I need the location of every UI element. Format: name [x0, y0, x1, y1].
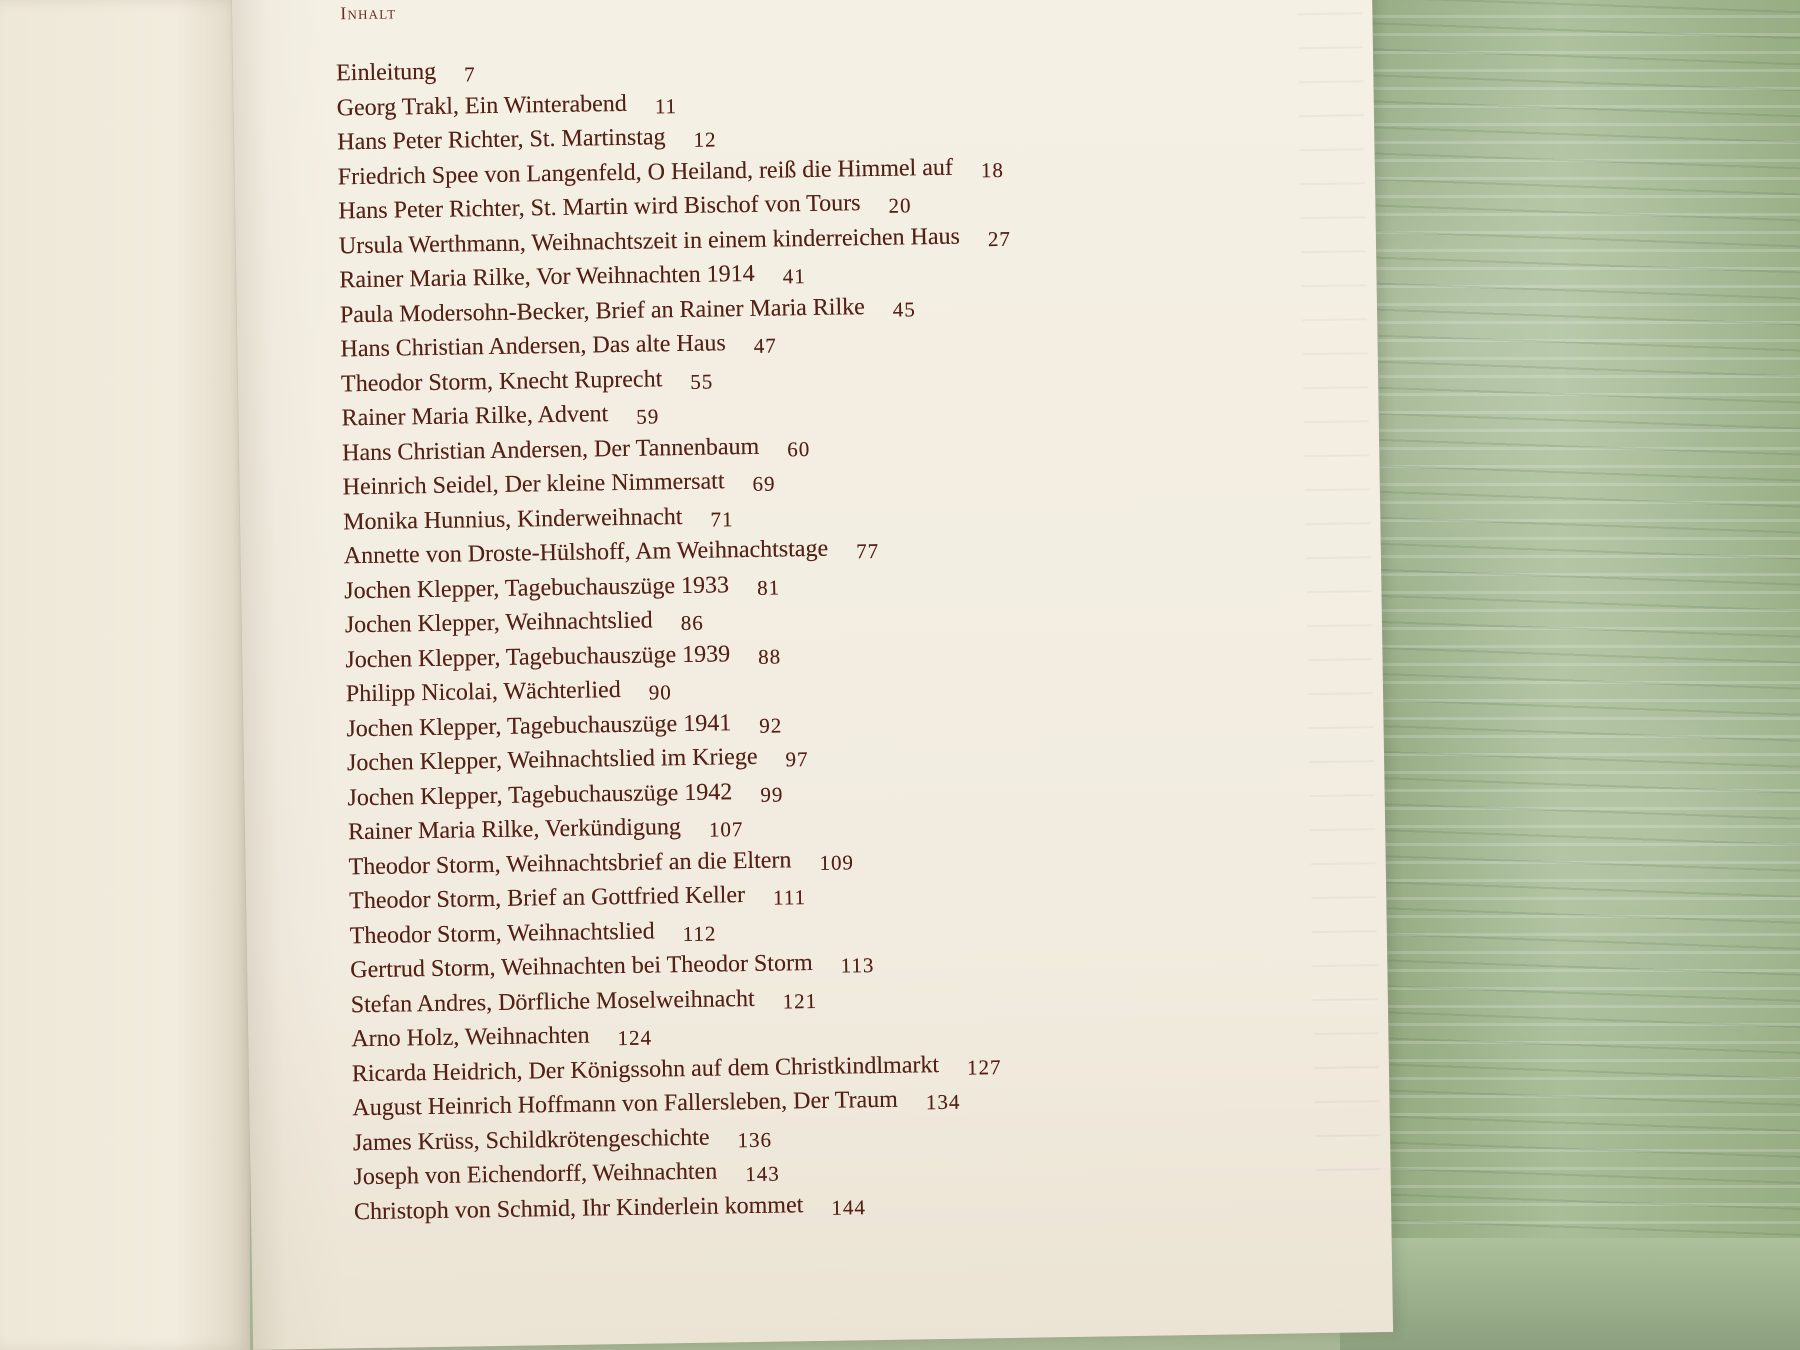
entry-title: Theodor Storm, Weihnachtslied	[349, 917, 655, 949]
entry-title: James Krüss, Schildkrötengeschichte	[352, 1124, 710, 1156]
entry-page: 81	[756, 574, 781, 600]
entry-page: 77	[855, 538, 880, 564]
entry-page: 109	[819, 849, 855, 875]
entry-title: Jochen Klepper, Tagebuchauszüge 1939	[345, 640, 731, 673]
entry-page: 99	[760, 781, 784, 807]
entry-page: 113	[840, 953, 875, 978]
entry-page: 112	[682, 921, 717, 946]
entry-page: 12	[693, 127, 717, 152]
entry-page: 27	[987, 226, 1012, 251]
contents-page	[232, 0, 1393, 1350]
entry-page: 59	[636, 404, 660, 429]
entry-page: 107	[708, 817, 744, 842]
entry-title: Heinrich Seidel, Der kleine Nimmersatt	[342, 468, 725, 501]
entry-page: 90	[648, 680, 672, 705]
entry-title: Jochen Klepper, Weihnachtslied	[344, 607, 653, 639]
entry-title: Ursula Werthmann, Weihnachtszeit in einem kinderreichen Haus	[338, 223, 961, 259]
entry-title: Christoph von Schmid, Ihr Kinderlein kommet	[353, 1191, 804, 1225]
entry-page: 45	[892, 296, 916, 322]
entry-title: Hans Christian Andersen, Der Tannenbaum	[341, 433, 760, 466]
entry-title: Ricarda Heidrich, Der Königssohn auf dem Christkindlmarkt	[351, 1051, 940, 1087]
entry-title: Rainer Maria Rilke, Verkündigung	[347, 814, 682, 846]
entry-title: Stefan Andres, Dörfliche Moselweihnacht	[350, 985, 755, 1018]
entry-page: 144	[831, 1194, 867, 1220]
entry-page: 111	[772, 885, 807, 910]
entry-page: 20	[888, 193, 912, 218]
entry-page: 69	[752, 471, 776, 496]
entry-title: Jochen Klepper, Tagebuchauszüge 1941	[346, 709, 732, 742]
entry-title: Hans Peter Richter, St. Martinstag	[337, 124, 666, 156]
table-of-contents	[336, 41, 1334, 1229]
entry-title: Einleitung	[335, 58, 437, 87]
entry-page: 88	[757, 643, 782, 669]
entry-page: 47	[753, 333, 777, 358]
entry-title: Hans Christian Andersen, Das alte Haus	[340, 330, 726, 363]
entry-title: Jochen Klepper, Weihnachtslied im Kriege	[346, 743, 758, 777]
entry-page: 127	[966, 1054, 1002, 1080]
entry-title: Rainer Maria Rilke, Advent	[341, 401, 609, 432]
entry-page: 60	[787, 436, 811, 461]
entry-title: Theodor Storm, Weihnachtsbrief an die Eltern	[348, 846, 792, 880]
entry-page: 124	[617, 1025, 653, 1051]
entry-title: Rainer Maria Rilke, Vor Weihnachten 1914	[339, 260, 755, 294]
entry-page: 97	[785, 747, 809, 772]
entry-title: Theodor Storm, Knecht Ruprecht	[340, 365, 663, 397]
entry-title: Arno Holz, Weihnachten	[351, 1022, 590, 1053]
green-surface-bottom	[1340, 1238, 1800, 1350]
entry-page: 11	[654, 93, 678, 118]
entry-page: 136	[737, 1127, 773, 1152]
entry-page: 18	[980, 157, 1005, 182]
entry-title: August Heinrich Hoffmann von Fallersleben, Der Traum	[352, 1086, 899, 1122]
green-textured-wall	[1340, 0, 1800, 1350]
entry-page: 71	[710, 506, 734, 532]
entry-page: 86	[680, 610, 704, 636]
entry-title: Gertrud Storm, Weihnachten bei Theodor Storm	[350, 950, 813, 984]
entry-page: 143	[745, 1161, 780, 1187]
entry-title: Hans Peter Richter, St. Martin wird Bischof von Tours	[338, 190, 861, 225]
entry-title: Theodor Storm, Brief an Gottfried Keller	[348, 882, 746, 915]
entry-page: 7	[463, 62, 476, 87]
entry-title: Annette von Droste-Hülshoff, Am Weihnachtstage	[343, 535, 829, 570]
entry-title: Friedrich Spee von Langenfeld, O Heiland, reiß die Himmel auf	[337, 154, 954, 190]
entry-page: 92	[759, 712, 783, 738]
entry-page: 121	[782, 988, 818, 1013]
entry-page: 55	[690, 368, 714, 394]
entry-title: Jochen Klepper, Tagebuchauszüge 1933	[344, 571, 730, 604]
entry-title: Georg Trakl, Ein Winterabend	[336, 90, 627, 121]
entry-title: Paula Modersohn-Becker, Brief an Rainer Maria Rilke	[339, 293, 865, 328]
entry-page: 41	[782, 264, 806, 289]
entry-title: Monika Hunnius, Kinderweihnacht	[343, 503, 683, 535]
entry-title: Philipp Nicolai, Wächterlied	[345, 676, 621, 708]
entry-title: Joseph von Eichendorff, Weihnachten	[353, 1158, 718, 1191]
entry-title: Jochen Klepper, Tagebuchauszüge 1942	[347, 778, 733, 811]
entry-page: 134	[925, 1089, 961, 1115]
page-heading: Inhalt	[340, 2, 397, 24]
left-book-page	[0, 0, 250, 1350]
